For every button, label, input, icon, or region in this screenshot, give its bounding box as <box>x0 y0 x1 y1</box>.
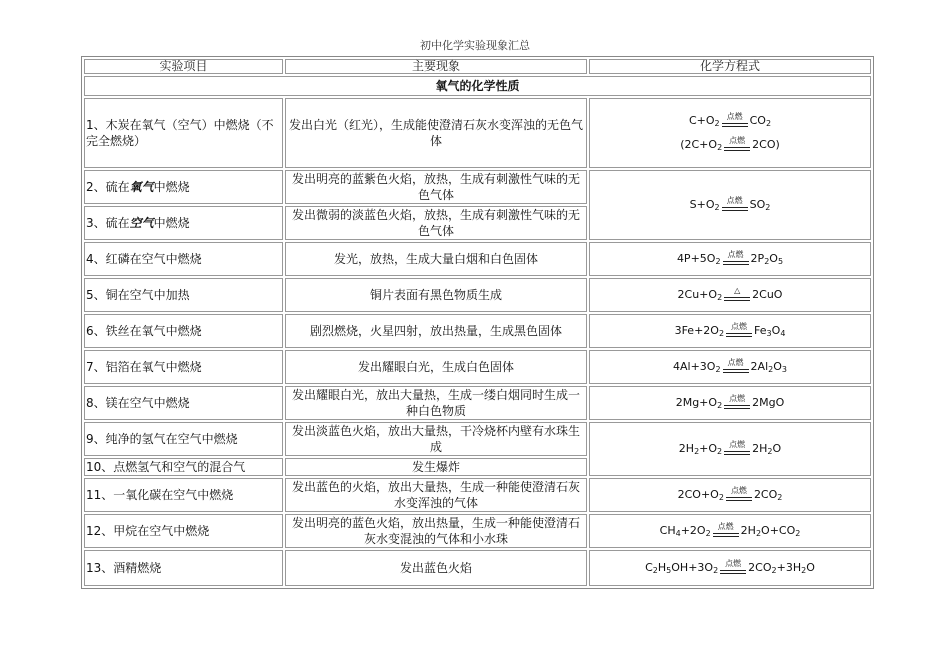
eq-sub: 2 <box>755 529 762 538</box>
condition-label: 点燃 <box>730 486 747 495</box>
row-phenomenon: 发出微弱的淡蓝色火焰，放热，生成有刺激性气味的无色气体 <box>285 206 587 240</box>
row-equation <box>589 422 871 476</box>
eq-sub: 2 <box>715 257 721 266</box>
item-text: 中燃烧 <box>153 180 190 194</box>
row-phenomenon: 发出耀眼白光，放出大量热，生成一缕白烟同时生成一种白色物质 <box>285 386 587 420</box>
ignite-condition <box>722 113 748 129</box>
eq-sub: 4 <box>780 329 786 338</box>
row-phenomenon: 发出淡蓝色火焰，放出大量热，干冷烧杯内壁有水珠生成 <box>285 422 587 456</box>
table-row <box>84 98 871 168</box>
header-item: 实验项目 <box>84 59 283 74</box>
eq-sub: 2 <box>705 529 711 538</box>
eq-sub: 2 <box>718 493 724 502</box>
ignite-condition <box>726 487 752 503</box>
eq-text: OH+3O <box>671 561 714 574</box>
eq-text: 2Mg+O <box>675 396 718 409</box>
eq-text: 2CO+O <box>677 488 719 501</box>
ignite-condition <box>724 395 750 411</box>
condition-label: 点燃 <box>725 559 742 568</box>
eq-sub: 2 <box>717 401 723 410</box>
eq-sub: 3 <box>766 329 772 338</box>
condition-label: △ <box>734 286 741 295</box>
eq-text: 2Cu+O <box>677 288 718 301</box>
eq-sub: 2 <box>714 119 720 128</box>
document-title: 初中化学实验现象汇总 <box>420 39 530 52</box>
table-row <box>84 550 871 586</box>
table-header-row <box>84 59 871 74</box>
eq-text: 4P+5O <box>676 252 716 265</box>
table-row <box>84 314 871 348</box>
row-item: 4、红磷在空气中燃烧 <box>84 242 283 276</box>
eq-sub: 2 <box>713 566 719 575</box>
row-item: 7、铝箔在氧气中燃烧 <box>84 350 283 384</box>
row-equation <box>589 550 871 586</box>
eq-text: 2H <box>678 442 695 455</box>
eq-text: CH <box>659 524 676 537</box>
eq-text: Fe <box>754 324 767 337</box>
eq-sub: 2 <box>771 566 777 575</box>
eq-sub: 2 <box>765 203 771 212</box>
row-equation <box>589 386 871 420</box>
eq-text: 2MgO <box>752 396 785 409</box>
eq-text: 2H <box>752 442 768 455</box>
eq-text: C+O <box>688 114 715 127</box>
eq-sub: 2 <box>801 566 807 575</box>
eq-text: +O <box>699 442 718 455</box>
condition-label: 点燃 <box>726 112 743 121</box>
ignite-condition <box>726 323 752 339</box>
ignite-condition <box>720 560 746 576</box>
row-item: 13、酒精燃烧 <box>84 550 283 586</box>
eq-text: 2CO) <box>752 138 780 151</box>
condition-label: 点燃 <box>727 358 744 367</box>
header-phenomenon: 主要现象 <box>285 59 587 74</box>
row-phenomenon: 剧烈燃烧，火星四射，放出热量，生成黑色固体 <box>285 314 587 348</box>
row-phenomenon: 发出耀眼白光，生成白色固体 <box>285 350 587 384</box>
eq-sub: 2 <box>717 143 723 152</box>
eq-text: 3Fe+2O <box>674 324 719 337</box>
experiment-table <box>81 56 874 589</box>
heat-condition <box>724 287 750 303</box>
eq-text: S+O <box>689 198 715 211</box>
item-emphasis: 空气 <box>129 216 154 230</box>
row-equation <box>589 350 871 384</box>
eq-text: 2CO <box>748 561 772 574</box>
row-phenomenon: 发生爆炸 <box>285 458 587 476</box>
row-phenomenon: 发出明亮的蓝色火焰，放出热量，生成一种能使澄清石灰水变混浊的气体和小水珠 <box>285 514 587 548</box>
eq-text: O <box>773 360 782 373</box>
eq-sub: 2 <box>764 257 770 266</box>
row-item: 6、铁丝在氧气中燃烧 <box>84 314 283 348</box>
item-text: 中燃烧 <box>153 216 190 230</box>
eq-text: C <box>645 561 653 574</box>
row-phenomenon: 发出明亮的蓝紫色火焰，放热，生成有刺激性气味的无色气体 <box>285 170 587 204</box>
eq-text: 4Al+3O <box>673 360 716 373</box>
table-row <box>84 422 871 456</box>
eq-sub: 2 <box>795 529 801 538</box>
row-item: 11、一氧化碳在空气中燃烧 <box>84 478 283 512</box>
row-item: 5、铜在空气中加热 <box>84 278 283 312</box>
item-emphasis: 氧气 <box>129 180 154 194</box>
item-text: 3、硫在 <box>86 216 130 230</box>
row-equation <box>589 478 871 512</box>
table-row <box>84 386 871 420</box>
eq-text: O <box>769 252 778 265</box>
ignite-condition <box>723 359 749 375</box>
condition-label: 点燃 <box>731 322 748 331</box>
condition-label: 点燃 <box>717 522 734 531</box>
row-phenomenon: 铜片表面有黑色物质生成 <box>285 278 587 312</box>
row-item: 12、甲烷在空气中燃烧 <box>84 514 283 548</box>
ignite-condition <box>724 137 750 153</box>
eq-text: O <box>772 442 782 455</box>
table-row <box>84 514 871 548</box>
eq-text: +3H <box>776 561 802 574</box>
table-row <box>84 478 871 512</box>
eq-text: SO <box>749 198 766 211</box>
condition-label: 点燃 <box>729 394 746 403</box>
condition-label: 点燃 <box>727 250 744 259</box>
condition-label: 点燃 <box>729 136 746 145</box>
table-row <box>84 278 871 312</box>
table-row <box>84 170 871 204</box>
table-row <box>84 350 871 384</box>
eq-sub: 2 <box>652 566 658 575</box>
eq-text: 2CO <box>753 488 778 501</box>
table-row <box>84 242 871 276</box>
eq-sub: 3 <box>781 365 787 374</box>
row-item: 1、木炭在氧气（空气）中燃烧（不完全燃烧） <box>84 98 283 168</box>
eq-sub: 2 <box>715 365 721 374</box>
eq-sub: 5 <box>777 257 784 266</box>
eq-text: 2CuO <box>752 288 783 301</box>
eq-text: O <box>771 324 781 337</box>
row-item: 10、点燃氢气和空气的混合气 <box>84 458 283 476</box>
eq-text: 2P <box>750 252 765 265</box>
eq-text: O <box>806 561 815 574</box>
row-equation <box>589 170 871 240</box>
eq-text: (2C+O <box>680 138 718 151</box>
row-equation <box>589 242 871 276</box>
eq-sub: 5 <box>666 566 672 575</box>
item-text: 2、硫在 <box>86 180 130 194</box>
ignite-condition <box>722 197 748 213</box>
eq-text: CO <box>749 114 766 127</box>
row-phenomenon: 发出蓝色的火焰，放出大量热，生成一种能使澄清石灰水变浑浊的气体 <box>285 478 587 512</box>
eq-sub: 2 <box>718 329 725 338</box>
eq-sub: 2 <box>765 119 772 128</box>
ignite-condition <box>723 251 749 267</box>
row-phenomenon: 发光，放热，生成大量白烟和白色固体 <box>285 242 587 276</box>
row-phenomenon: 发出白光（红光），生成能使澄清石灰水变浑浊的无色气体 <box>285 98 587 168</box>
eq-sub: 2 <box>717 293 723 302</box>
row-item <box>84 170 283 204</box>
section-row <box>84 76 871 96</box>
eq-sub: 2 <box>694 447 700 456</box>
eq-text: H <box>657 561 667 574</box>
row-equation <box>589 314 871 348</box>
eq-sub: 4 <box>675 529 681 538</box>
eq-sub: 2 <box>767 447 773 456</box>
eq-text: +2O <box>680 524 706 537</box>
row-phenomenon: 发出蓝色火焰 <box>285 550 587 586</box>
row-equation <box>589 278 871 312</box>
eq-sub: 2 <box>714 203 720 212</box>
row-equation <box>589 514 871 548</box>
eq-text: 2H <box>740 524 756 537</box>
row-item: 9、纯净的氢气在空气中燃烧 <box>84 422 283 456</box>
row-item <box>84 206 283 240</box>
eq-text: O+CO <box>761 524 796 537</box>
eq-sub: 2 <box>777 493 783 502</box>
section-title: 氧气的化学性质 <box>84 76 871 96</box>
header-equation: 化学方程式 <box>589 59 871 74</box>
ignite-condition <box>724 441 750 457</box>
eq-sub: 2 <box>717 447 723 456</box>
row-equation <box>589 98 871 168</box>
condition-label: 点燃 <box>726 196 743 205</box>
ignite-condition <box>713 523 739 539</box>
eq-text: 2Al <box>750 360 769 373</box>
condition-label: 点燃 <box>729 440 746 449</box>
eq-sub: 2 <box>768 365 774 374</box>
row-item: 8、镁在空气中燃烧 <box>84 386 283 420</box>
